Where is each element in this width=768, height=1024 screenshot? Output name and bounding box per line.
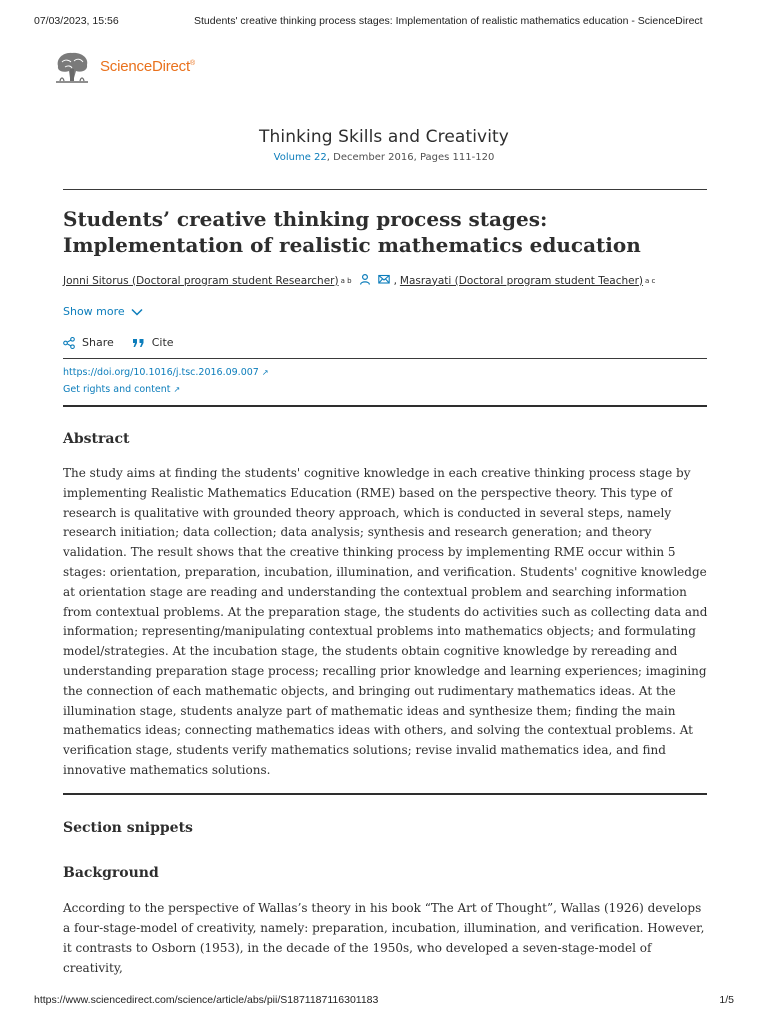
print-page-title: Students' creative thinking process stages: Implementation of realistic mathematics education - ScienceDirect xyxy=(194,15,703,27)
author-affiliation[interactable]: a b xyxy=(340,276,352,285)
person-icon[interactable] xyxy=(359,273,371,288)
print-url: https://www.sciencedirect.com/science/article/abs/pii/S1871187116301183 xyxy=(34,994,379,1006)
background-text: According to the perspective of Wallas’s theory in his book “The Art of Thought”, Wallas (1926) develops a four-stage-model of creativity, namely: preparation, incubation, illumination, and verification. However, it contrasts to Osborn (1953), in the decade of the 1950s, who developed a seven-stage-model of creativity, xyxy=(63,901,705,975)
author-link[interactable]: Jonni Sitorus (Doctoral program student Researcher) xyxy=(63,274,339,287)
print-header xyxy=(34,15,734,31)
divider xyxy=(63,405,707,407)
divider xyxy=(63,189,707,190)
show-more-button[interactable] xyxy=(63,305,143,318)
author-list xyxy=(63,273,655,288)
article-title: Students’ creative thinking process stages: Implementation of realistic mathematics education xyxy=(63,207,641,257)
share-icon xyxy=(63,337,75,349)
background-heading[interactable]: Background xyxy=(63,865,159,881)
cite-button[interactable] xyxy=(132,336,174,349)
print-footer xyxy=(34,994,734,1010)
cite-label: Cite xyxy=(151,336,174,349)
author-separator: , xyxy=(393,274,397,287)
journal-title[interactable]: Thinking Skills and Creativity xyxy=(259,127,509,147)
chevron-down-icon xyxy=(131,308,143,316)
article-actions xyxy=(63,336,192,349)
abstract-text: The study aims at finding the students' cognitive knowledge in each creative thinking process stage by implementing Realistic Mathematics Education (RME) based on the perspective theory. This type of research is qualitative with grounded theory approach, which is conducted in several steps, namely research initiation; data collection; data analysis; synthesis and research generation; and theory validation. The result shows that the creative thinking process by implementing RME occur within 5 stages: orientation, preparation, incubation, illumination, and verification. Students' cognitive knowledge at orientation stage are reading and understanding the contextual problem and searching information from contextual problems. At the preparation stage, the students do activities such as collecting data and information; representing/manipulating contextual problems into mathematics objects; and formulating model/strategies. At the incubation stage, the students obtain cognitive knowledge by rereading and understanding preparation stage process; recalling prior knowledge and learning experiences; imagining the connection of each mathematic objects, and bringing out rudimentary mathematics ideas. At the illumination stage, students analyze part of mathematic ideas and synthesize them; finding the main mathematics ideas; connecting mathematics ideas with others, and solving the contextual problems. At verification stage, students verify mathematics solutions; revise invalid mathematics idea, and find innovative mathematics solutions. xyxy=(63,466,708,777)
email-icon[interactable] xyxy=(378,274,390,287)
sciencedirect-wordmark: ScienceDirect® xyxy=(100,58,195,75)
doi-link[interactable]: https://doi.org/10.1016/j.tsc.2016.09.007 ↗ xyxy=(63,367,269,378)
external-link-icon: ↗ xyxy=(173,385,181,394)
issue-details: , December 2016, Pages 111-120 xyxy=(326,152,495,163)
share-label: Share xyxy=(82,336,114,349)
journal-header xyxy=(0,127,768,163)
rights-link[interactable]: Get rights and content ↗ xyxy=(63,384,181,395)
share-button[interactable] xyxy=(63,336,114,349)
journal-issue-info xyxy=(0,152,768,163)
author-link[interactable]: Masrayati (Doctoral program student Teacher) xyxy=(399,274,644,287)
divider xyxy=(63,358,707,359)
author-affiliation[interactable]: a c xyxy=(645,276,656,285)
external-link-icon: ↗ xyxy=(261,368,269,377)
print-datetime: 07/03/2023, 15:56 xyxy=(34,15,119,27)
quote-icon xyxy=(132,338,145,348)
divider xyxy=(63,793,707,795)
abstract-heading: Abstract xyxy=(63,431,130,447)
sciencedirect-logo[interactable] xyxy=(50,46,195,86)
section-snippets-heading: Section snippets xyxy=(63,820,193,836)
print-page-number: 1/5 xyxy=(719,994,734,1006)
show-more-label: Show more xyxy=(63,305,125,318)
elsevier-tree-icon xyxy=(50,48,94,86)
volume-link[interactable]: Volume 22 xyxy=(273,152,327,163)
